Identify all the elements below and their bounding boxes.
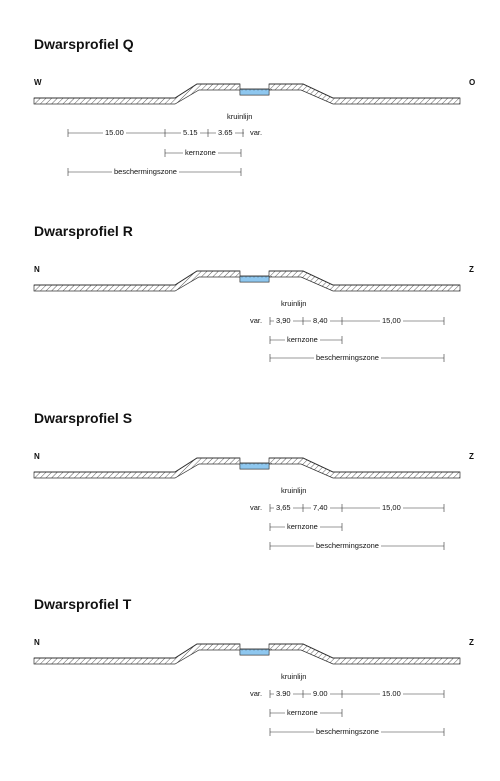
cross-section-drawing <box>0 76 500 116</box>
cross-section-drawing <box>0 636 500 676</box>
variable-label: var. <box>250 689 263 698</box>
protection-zone-label: beschermingszone <box>316 541 379 550</box>
profile-r <box>0 223 500 408</box>
core-zone-label: kernzone <box>287 708 318 717</box>
profile-title: Dwarsprofiel Q <box>34 36 134 52</box>
dimension-a: 3,65 <box>276 503 291 512</box>
crest-line-label: kruinlijn <box>281 486 307 495</box>
dimension-b: 5.15 <box>183 128 198 137</box>
profile-s <box>0 410 500 595</box>
direction-right-label: Z <box>469 452 474 461</box>
cross-section-drawing <box>0 263 500 303</box>
dimension-b: 9.00 <box>313 689 328 698</box>
variable-label: var. <box>250 128 263 137</box>
dimension-a: 3,90 <box>276 316 291 325</box>
dimension-c: 15,00 <box>382 503 401 512</box>
core-zone-label: kernzone <box>287 522 318 531</box>
crest-line-label: kruinlijn <box>281 299 307 308</box>
direction-left-label: N <box>34 638 40 647</box>
variable-label: var. <box>250 316 263 325</box>
direction-right-label: Z <box>469 638 474 647</box>
dimension-a: 3.90 <box>276 689 291 698</box>
profile-title: Dwarsprofiel T <box>34 596 132 612</box>
protection-zone-label: beschermingszone <box>316 353 379 362</box>
protection-zone-label: beschermingszone <box>316 727 379 736</box>
direction-right-label: O <box>469 78 476 87</box>
dimension-c: 3.65 <box>218 128 233 137</box>
profile-t <box>0 596 500 781</box>
direction-left-label: N <box>34 265 40 274</box>
cross-section-drawing <box>0 450 500 490</box>
dimension-c: 15.00 <box>382 689 401 698</box>
dimension-b: 8,40 <box>313 316 328 325</box>
core-zone-label: kernzone <box>185 148 216 157</box>
dimension-b: 7,40 <box>313 503 328 512</box>
profile-q <box>0 36 500 221</box>
direction-left-label: N <box>34 452 40 461</box>
direction-right-label: Z <box>469 265 474 274</box>
core-zone-label: kernzone <box>287 335 318 344</box>
dimension-c: 15,00 <box>382 316 401 325</box>
crest-line-label: kruinlijn <box>281 672 307 681</box>
protection-zone-label: beschermingszone <box>114 167 177 176</box>
variable-label: var. <box>250 503 263 512</box>
crest-line-label: kruinlijn <box>227 112 253 121</box>
profile-title: Dwarsprofiel R <box>34 223 133 239</box>
dimension-a: 15.00 <box>105 128 124 137</box>
direction-left-label: W <box>34 78 42 87</box>
profile-title: Dwarsprofiel S <box>34 410 133 426</box>
